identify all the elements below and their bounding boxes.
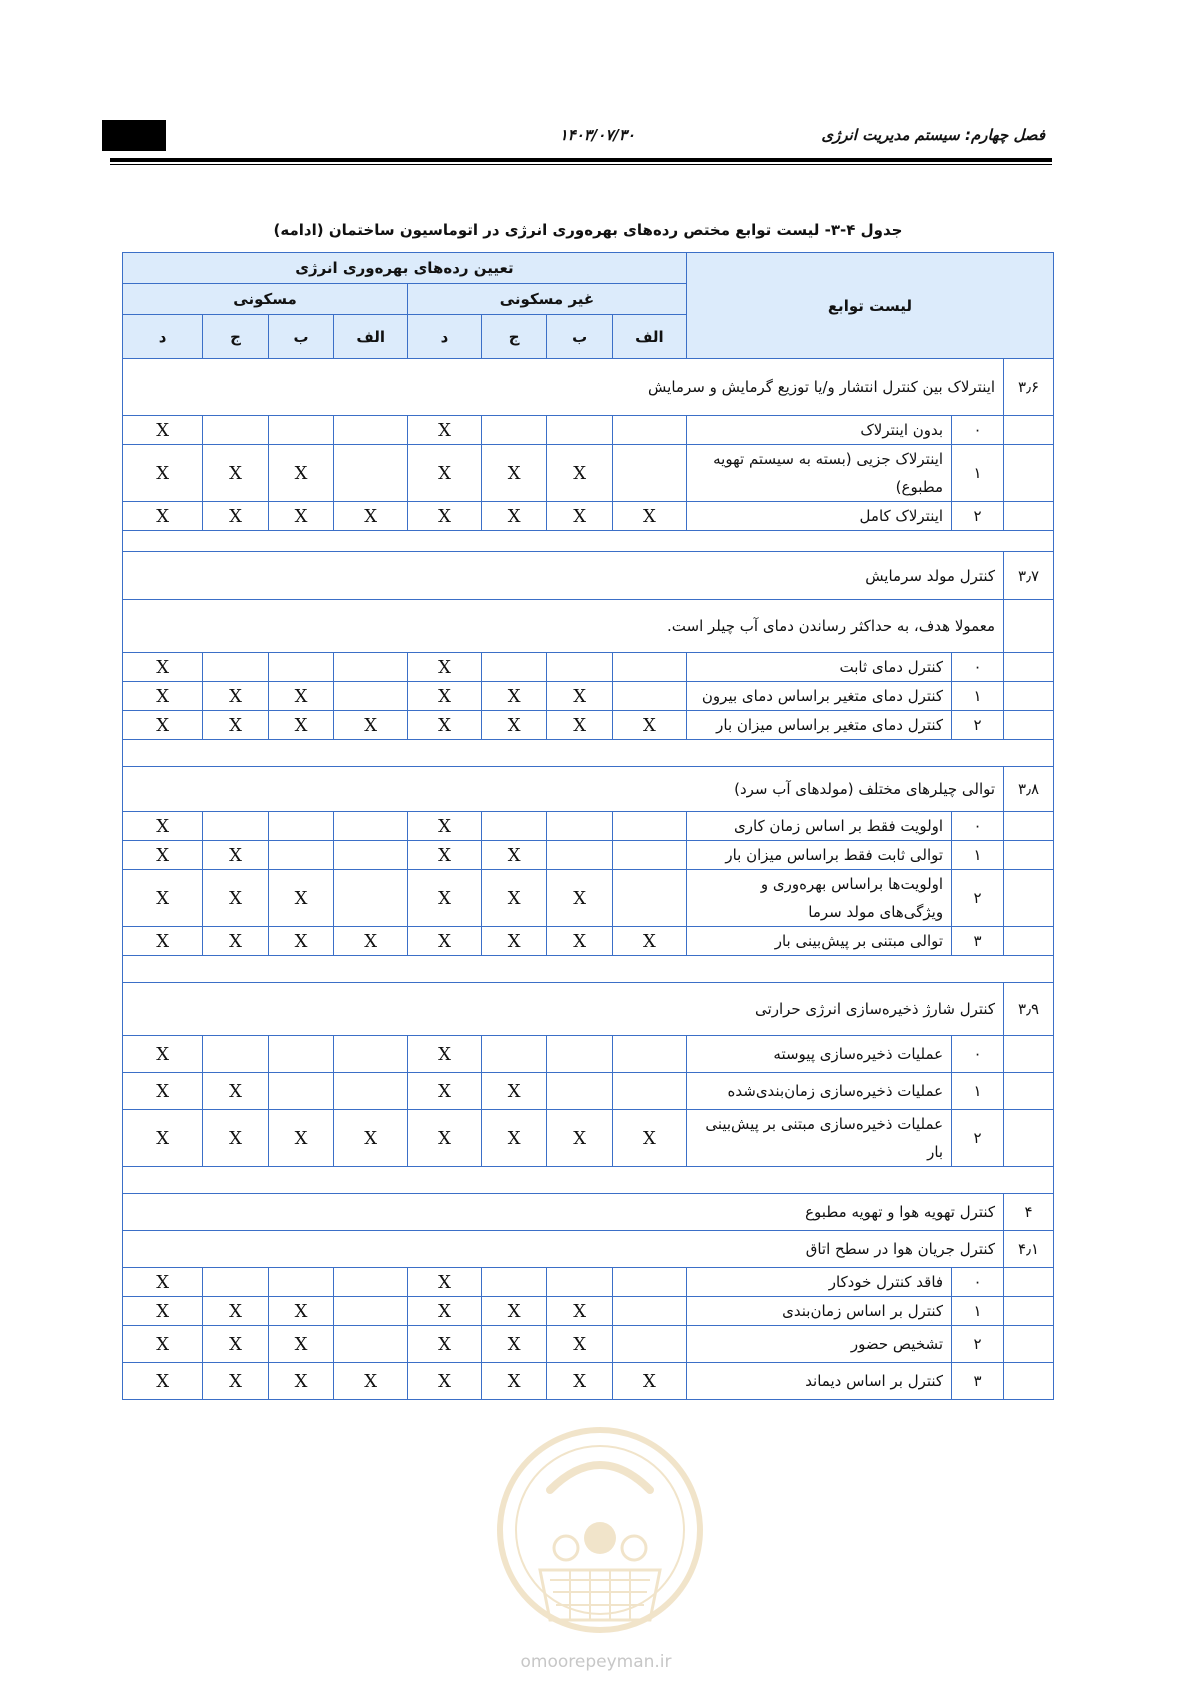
class-mark: X bbox=[123, 502, 203, 531]
class-mark bbox=[268, 653, 334, 682]
class-mark bbox=[612, 682, 686, 711]
class-mark: X bbox=[481, 927, 547, 956]
function-label: فاقد کنترل خودکار bbox=[686, 1268, 951, 1297]
function-label: کنترل دمای متغیر براساس میزان بار bbox=[686, 711, 951, 740]
empty-cell bbox=[1004, 841, 1054, 870]
class-mark: X bbox=[408, 1297, 482, 1326]
class-mark: X bbox=[481, 711, 547, 740]
class-header-res-3: ج bbox=[203, 315, 269, 359]
empty-cell bbox=[1004, 1110, 1054, 1167]
class-mark: X bbox=[268, 1110, 334, 1167]
class-mark bbox=[547, 1073, 613, 1110]
class-mark: X bbox=[408, 711, 482, 740]
empty-cell bbox=[123, 740, 1054, 767]
class-mark bbox=[547, 841, 613, 870]
class-mark bbox=[203, 416, 269, 445]
function-level-number: ۰ bbox=[952, 812, 1004, 841]
function-level-number: ۰ bbox=[952, 1268, 1004, 1297]
function-row bbox=[123, 416, 1054, 445]
class-mark: X bbox=[123, 927, 203, 956]
class-mark: X bbox=[123, 1073, 203, 1110]
section-note: معمولا هدف، به حداکثر رساندن دمای آب چیلر است. bbox=[123, 600, 1004, 653]
class-mark bbox=[612, 812, 686, 841]
empty-cell bbox=[1004, 416, 1054, 445]
empty-cell bbox=[1004, 1073, 1054, 1110]
function-level-number: ۱ bbox=[952, 682, 1004, 711]
class-mark: X bbox=[547, 1326, 613, 1363]
class-mark: X bbox=[547, 1297, 613, 1326]
class-mark: X bbox=[547, 502, 613, 531]
function-label: کنترل دمای متغیر براساس دمای بیرون bbox=[686, 682, 951, 711]
class-mark: X bbox=[408, 841, 482, 870]
section-number: ۴ bbox=[1004, 1194, 1054, 1231]
section-title-row bbox=[123, 552, 1054, 600]
empty-cell bbox=[1004, 870, 1054, 927]
class-mark: X bbox=[123, 445, 203, 502]
class-mark: X bbox=[612, 927, 686, 956]
class-header-nonres-1: الف bbox=[612, 315, 686, 359]
class-mark: X bbox=[203, 927, 269, 956]
class-mark: X bbox=[612, 711, 686, 740]
class-mark bbox=[334, 416, 408, 445]
class-mark bbox=[547, 812, 613, 841]
function-label: اولویت فقط بر اساس زمان کاری bbox=[686, 812, 951, 841]
class-header-res-4: د bbox=[123, 315, 203, 359]
class-mark: X bbox=[123, 1036, 203, 1073]
empty-cell bbox=[123, 1167, 1054, 1194]
class-header-nonres-3: ج bbox=[481, 315, 547, 359]
function-row bbox=[123, 812, 1054, 841]
class-mark: X bbox=[408, 682, 482, 711]
class-mark bbox=[268, 1036, 334, 1073]
class-mark: X bbox=[203, 682, 269, 711]
classes-title-header: تعیین رده‌های بهره‌وری انرژی bbox=[123, 253, 687, 284]
class-mark: X bbox=[268, 502, 334, 531]
section-title: کنترل شارژ ذخیره‌سازی انرژی حرارتی bbox=[123, 983, 1004, 1036]
header-rule-thin bbox=[110, 164, 1052, 165]
class-mark bbox=[334, 1297, 408, 1326]
section-title: توالی چیلرهای مختلف (مولدهای آب سرد) bbox=[123, 767, 1004, 812]
class-mark: X bbox=[547, 711, 613, 740]
class-mark bbox=[481, 812, 547, 841]
class-mark: X bbox=[123, 1297, 203, 1326]
class-mark bbox=[481, 1268, 547, 1297]
class-mark: X bbox=[408, 445, 482, 502]
empty-cell bbox=[1004, 502, 1054, 531]
class-mark bbox=[334, 1326, 408, 1363]
class-mark: X bbox=[481, 682, 547, 711]
class-mark: X bbox=[547, 445, 613, 502]
class-mark: X bbox=[481, 1326, 547, 1363]
function-level-number: ۲ bbox=[952, 711, 1004, 740]
spacer-row bbox=[123, 740, 1054, 767]
function-row bbox=[123, 711, 1054, 740]
class-mark: X bbox=[123, 1363, 203, 1400]
functions-table bbox=[122, 252, 1054, 1400]
function-row bbox=[123, 502, 1054, 531]
function-row bbox=[123, 1297, 1054, 1326]
class-mark bbox=[612, 1297, 686, 1326]
class-mark bbox=[612, 445, 686, 502]
class-mark: X bbox=[334, 502, 408, 531]
section-title-row bbox=[123, 983, 1054, 1036]
section-number: ۳٫۸ bbox=[1004, 767, 1054, 812]
section-number: ۳٫۶ bbox=[1004, 359, 1054, 416]
function-level-number: ۰ bbox=[952, 416, 1004, 445]
class-mark: X bbox=[408, 1073, 482, 1110]
class-mark: X bbox=[547, 1110, 613, 1167]
function-level-number: ۲ bbox=[952, 1326, 1004, 1363]
function-row bbox=[123, 682, 1054, 711]
class-mark bbox=[612, 870, 686, 927]
function-row bbox=[123, 445, 1054, 502]
class-mark: X bbox=[481, 870, 547, 927]
function-label: کنترل بر اساس زمان‌بندی bbox=[686, 1297, 951, 1326]
class-mark bbox=[334, 682, 408, 711]
class-mark bbox=[334, 1268, 408, 1297]
class-mark bbox=[268, 416, 334, 445]
class-mark: X bbox=[547, 682, 613, 711]
class-mark bbox=[547, 416, 613, 445]
class-mark: X bbox=[268, 682, 334, 711]
class-mark: X bbox=[408, 1363, 482, 1400]
class-mark bbox=[612, 653, 686, 682]
function-level-number: ۲ bbox=[952, 502, 1004, 531]
empty-cell bbox=[123, 531, 1054, 552]
function-label: عملیات ذخیره‌سازی زمان‌بندی‌شده bbox=[686, 1073, 951, 1110]
class-mark bbox=[268, 812, 334, 841]
class-mark bbox=[547, 1036, 613, 1073]
class-header-nonres-4: د bbox=[408, 315, 482, 359]
class-mark bbox=[334, 445, 408, 502]
class-mark: X bbox=[408, 870, 482, 927]
function-level-number: ۱ bbox=[952, 841, 1004, 870]
empty-cell bbox=[1004, 1036, 1054, 1073]
class-mark bbox=[334, 1073, 408, 1110]
section-title: کنترل جریان هوا در سطح اتاق bbox=[123, 1231, 1004, 1268]
class-mark: X bbox=[334, 1110, 408, 1167]
function-label: توالی مبتنی بر پیش‌بینی بار bbox=[686, 927, 951, 956]
section-note-row bbox=[123, 600, 1054, 653]
function-level-number: ۰ bbox=[952, 653, 1004, 682]
class-mark: X bbox=[547, 1363, 613, 1400]
class-mark bbox=[203, 812, 269, 841]
function-row bbox=[123, 1036, 1054, 1073]
function-label: کنترل بر اساس دیماند bbox=[686, 1363, 951, 1400]
class-mark bbox=[268, 841, 334, 870]
header-date: ۱۴۰۳/۰۷/۳۰ bbox=[559, 126, 635, 144]
class-mark: X bbox=[203, 1297, 269, 1326]
function-label: اینترلاک جزیی (بسته به سیستم تهویه مطبوع) bbox=[686, 445, 951, 502]
class-mark: X bbox=[203, 445, 269, 502]
section-number: ۳٫۹ bbox=[1004, 983, 1054, 1036]
class-mark: X bbox=[268, 445, 334, 502]
function-level-number: ۲ bbox=[952, 870, 1004, 927]
empty-cell bbox=[1004, 682, 1054, 711]
function-label: اینترلاک کامل bbox=[686, 502, 951, 531]
class-mark: X bbox=[408, 653, 482, 682]
functions-list-header: لیست توابع bbox=[686, 253, 1053, 359]
section-title: کنترل مولد سرمایش bbox=[123, 552, 1004, 600]
class-mark bbox=[268, 1268, 334, 1297]
empty-cell bbox=[1004, 653, 1054, 682]
function-row bbox=[123, 841, 1054, 870]
empty-cell bbox=[1004, 1297, 1054, 1326]
header-rule-thick bbox=[110, 158, 1052, 162]
table-caption: جدول ۴-۳- لیست توابع مختص رده‌های بهره‌وری انرژی در اتوماسیون ساختمان (ادامه) bbox=[273, 221, 903, 239]
class-mark bbox=[547, 653, 613, 682]
class-mark: X bbox=[203, 870, 269, 927]
function-row bbox=[123, 927, 1054, 956]
class-mark bbox=[334, 1036, 408, 1073]
class-mark bbox=[547, 1268, 613, 1297]
class-mark: X bbox=[268, 927, 334, 956]
section-title: کنترل تهویه هوا و تهویه مطبوع bbox=[123, 1194, 1004, 1231]
class-mark: X bbox=[547, 927, 613, 956]
class-mark: X bbox=[268, 1363, 334, 1400]
class-mark: X bbox=[203, 502, 269, 531]
class-mark: X bbox=[203, 1326, 269, 1363]
class-mark bbox=[334, 870, 408, 927]
class-mark: X bbox=[203, 841, 269, 870]
class-mark: X bbox=[334, 1363, 408, 1400]
class-mark: X bbox=[481, 502, 547, 531]
class-mark bbox=[612, 1073, 686, 1110]
class-mark: X bbox=[203, 711, 269, 740]
class-mark: X bbox=[612, 1363, 686, 1400]
class-mark: X bbox=[268, 1297, 334, 1326]
class-mark bbox=[203, 653, 269, 682]
function-level-number: ۰ bbox=[952, 1036, 1004, 1073]
class-header-res-2: ب bbox=[268, 315, 334, 359]
residential-header: مسکونی bbox=[123, 284, 408, 315]
class-mark: X bbox=[123, 1268, 203, 1297]
class-mark bbox=[612, 841, 686, 870]
section-title-row bbox=[123, 767, 1054, 812]
class-mark: X bbox=[408, 1036, 482, 1073]
function-label: تشخیص حضور bbox=[686, 1326, 951, 1363]
class-mark: X bbox=[408, 1326, 482, 1363]
class-mark bbox=[481, 416, 547, 445]
function-label: کنترل دمای ثابت bbox=[686, 653, 951, 682]
class-mark bbox=[268, 1073, 334, 1110]
class-mark: X bbox=[334, 927, 408, 956]
function-label: عملیات ذخیره‌سازی مبتنی بر پیش‌بینی بار bbox=[686, 1110, 951, 1167]
section-number: ۳٫۷ bbox=[1004, 552, 1054, 600]
class-mark bbox=[334, 812, 408, 841]
class-mark: X bbox=[123, 711, 203, 740]
spacer-row bbox=[123, 531, 1054, 552]
class-mark bbox=[481, 653, 547, 682]
function-row bbox=[123, 1326, 1054, 1363]
class-mark bbox=[203, 1036, 269, 1073]
class-mark bbox=[612, 1326, 686, 1363]
class-mark: X bbox=[268, 1326, 334, 1363]
function-label: بدون اینترلاک bbox=[686, 416, 951, 445]
function-level-number: ۱ bbox=[952, 1073, 1004, 1110]
function-label: اولویت‌ها براساس بهره‌وری و ویژگی‌های مولد سرما bbox=[686, 870, 951, 927]
empty-cell bbox=[1004, 1268, 1054, 1297]
empty-cell bbox=[123, 956, 1054, 983]
class-mark: X bbox=[123, 841, 203, 870]
class-mark: X bbox=[203, 1110, 269, 1167]
function-row bbox=[123, 1268, 1054, 1297]
class-header-nonres-2: ب bbox=[547, 315, 613, 359]
section-title-row bbox=[123, 1231, 1054, 1268]
empty-cell bbox=[1004, 711, 1054, 740]
class-mark: X bbox=[123, 682, 203, 711]
class-mark: X bbox=[481, 1110, 547, 1167]
section-title: اینترلاک بین کنترل انتشار و/یا توزیع گرمایش و سرمایش bbox=[123, 359, 1004, 416]
class-mark: X bbox=[334, 711, 408, 740]
class-mark: X bbox=[123, 653, 203, 682]
class-mark bbox=[203, 1268, 269, 1297]
non-residential-header: غیر مسکونی bbox=[408, 284, 687, 315]
section-number: ۴٫۱ bbox=[1004, 1231, 1054, 1268]
empty-cell bbox=[1004, 927, 1054, 956]
watermark-site: omoorepeyman.ir bbox=[520, 1652, 672, 1672]
section-title-row bbox=[123, 1194, 1054, 1231]
function-row bbox=[123, 1073, 1054, 1110]
function-row bbox=[123, 870, 1054, 927]
class-mark: X bbox=[268, 870, 334, 927]
class-mark: X bbox=[123, 1110, 203, 1167]
class-mark: X bbox=[123, 870, 203, 927]
function-level-number: ۲ bbox=[952, 1110, 1004, 1167]
table-header-row bbox=[123, 253, 1054, 284]
class-mark: X bbox=[123, 812, 203, 841]
class-mark bbox=[612, 1036, 686, 1073]
page-number-box bbox=[102, 120, 166, 151]
spacer-row bbox=[123, 956, 1054, 983]
class-mark bbox=[334, 653, 408, 682]
function-level-number: ۳ bbox=[952, 927, 1004, 956]
section-title-row bbox=[123, 359, 1054, 416]
class-header-res-1: الف bbox=[334, 315, 408, 359]
class-mark: X bbox=[123, 416, 203, 445]
empty-cell bbox=[1004, 445, 1054, 502]
class-mark: X bbox=[203, 1363, 269, 1400]
class-mark: X bbox=[481, 1073, 547, 1110]
class-mark bbox=[334, 841, 408, 870]
class-mark: X bbox=[408, 502, 482, 531]
empty-cell bbox=[1004, 1326, 1054, 1363]
class-mark: X bbox=[612, 1110, 686, 1167]
class-mark bbox=[481, 1036, 547, 1073]
class-mark: X bbox=[481, 1363, 547, 1400]
class-mark bbox=[612, 416, 686, 445]
class-mark: X bbox=[547, 870, 613, 927]
spacer-row bbox=[123, 1167, 1054, 1194]
function-label: عملیات ذخیره‌سازی پیوسته bbox=[686, 1036, 951, 1073]
empty-cell bbox=[1004, 812, 1054, 841]
class-mark: X bbox=[408, 416, 482, 445]
class-mark: X bbox=[612, 502, 686, 531]
class-mark: X bbox=[481, 841, 547, 870]
function-row bbox=[123, 1110, 1054, 1167]
class-mark: X bbox=[123, 1326, 203, 1363]
class-mark: X bbox=[408, 1110, 482, 1167]
function-row bbox=[123, 653, 1054, 682]
function-level-number: ۱ bbox=[952, 445, 1004, 502]
function-row bbox=[123, 1363, 1054, 1400]
class-mark: X bbox=[268, 711, 334, 740]
empty-cell bbox=[1004, 600, 1054, 653]
class-mark bbox=[612, 1268, 686, 1297]
class-mark: X bbox=[408, 927, 482, 956]
class-mark: X bbox=[481, 445, 547, 502]
function-level-number: ۳ bbox=[952, 1363, 1004, 1400]
chapter-title: فصل چهارم: سیستم مدیریت انرژی bbox=[821, 126, 1045, 144]
class-mark: X bbox=[408, 812, 482, 841]
omoorepeyman-logo-watermark bbox=[480, 1420, 720, 1670]
class-mark: X bbox=[408, 1268, 482, 1297]
class-mark: X bbox=[203, 1073, 269, 1110]
function-level-number: ۱ bbox=[952, 1297, 1004, 1326]
class-mark: X bbox=[481, 1297, 547, 1326]
empty-cell bbox=[1004, 1363, 1054, 1400]
function-label: توالی ثابت فقط براساس میزان بار bbox=[686, 841, 951, 870]
